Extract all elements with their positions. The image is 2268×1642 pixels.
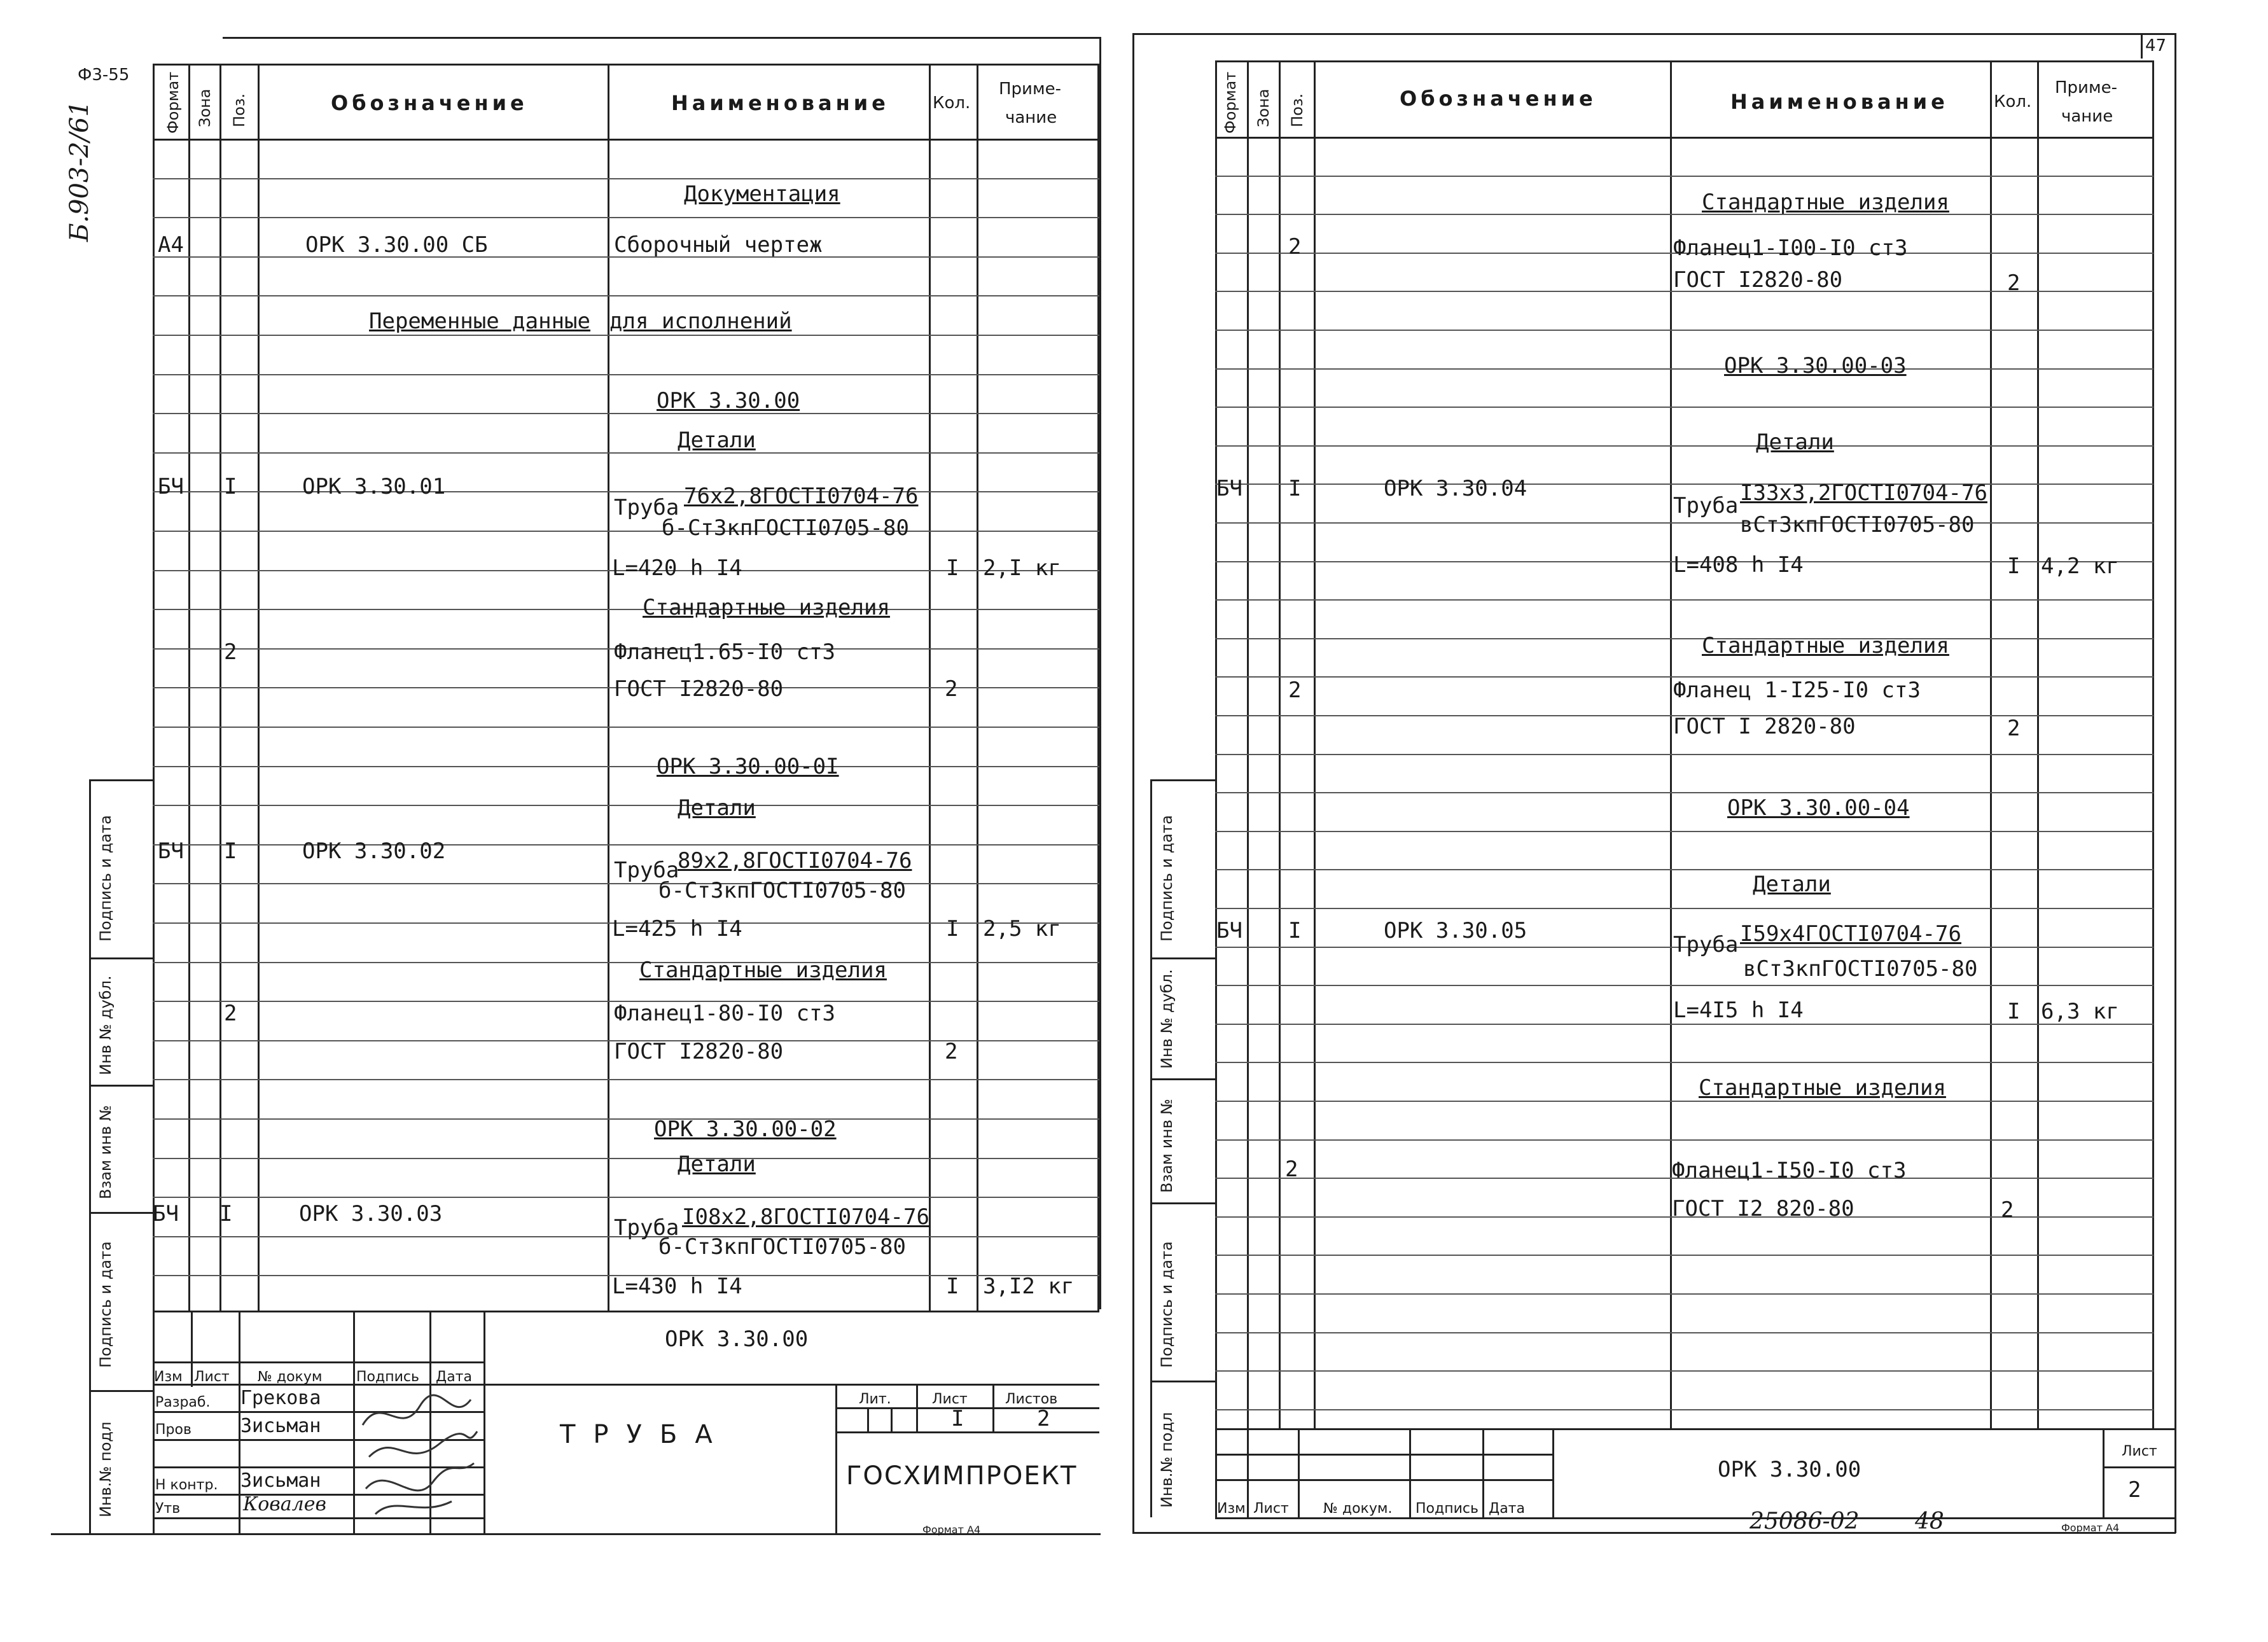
row-designation: ОРК 3.30.02	[302, 838, 446, 864]
grid-row-line	[1215, 1293, 2153, 1295]
row-section: Стандартные изделия	[643, 595, 890, 620]
row-name-c: вСт3кпГОСТI0705-80	[1743, 956, 1978, 982]
title-role-dev: Разраб.	[155, 1395, 211, 1410]
format-label: Формат А4	[2061, 1522, 2120, 1534]
row-format: БЧ	[1216, 476, 1242, 501]
row-format: БЧ	[158, 838, 184, 864]
title-role-appr: Утв	[155, 1501, 181, 1517]
title-col-docno: № докум	[258, 1369, 323, 1385]
grid-row-line	[153, 1158, 1099, 1159]
grid-row-line	[1215, 1255, 2153, 1256]
row-name: Фланец1-80-I0 ст3	[614, 1001, 835, 1026]
row-pos: I	[1288, 476, 1302, 501]
header-note-1: Приме-	[2055, 78, 2117, 97]
header-zone: Зона	[196, 88, 214, 127]
header-name: Наименование	[1730, 90, 1949, 114]
title-role-norm: Н контр.	[155, 1477, 218, 1493]
grid-row-line	[153, 844, 1099, 845]
row-pos: 2	[224, 639, 237, 665]
row-pos: 2	[1285, 1157, 1298, 1182]
side-label: Подпись и дата	[1158, 815, 1176, 942]
grid-row-line	[1215, 330, 2153, 331]
title-col-change: Изм	[154, 1369, 183, 1385]
row-qty: 2	[2007, 716, 2021, 741]
title-doc-code: ОРК 3.30.00	[1718, 1457, 1861, 1482]
row-section: Детали	[678, 795, 756, 821]
side-label: Взам инв №	[97, 1105, 115, 1199]
row-pos: I	[224, 838, 237, 864]
row-format: БЧ	[158, 474, 184, 499]
row-qty: I	[2007, 553, 2021, 579]
row-section: Стандартные изделия	[639, 957, 887, 983]
title-sheets: Листов	[1005, 1391, 1058, 1407]
title-col-sheet: Лист	[1253, 1501, 1289, 1517]
row-section: Детали	[1753, 872, 1831, 897]
row-name-c: б-Ст3кпГОСТI0705-80	[662, 515, 909, 541]
grid-row-line	[1215, 407, 2153, 408]
row-name: ГОСТ I2 820-80	[1672, 1196, 1854, 1221]
row-section: Детали	[678, 1151, 756, 1177]
title-name-appr: Ковалев	[243, 1493, 326, 1515]
row-note: 6,3 кг	[2041, 999, 2119, 1024]
header-pos: Поз.	[230, 93, 248, 127]
row-section: Стандартные изделия	[1702, 190, 1949, 215]
header-note-2: чание	[1005, 108, 1057, 127]
grid-row-line	[153, 1079, 1099, 1080]
grid-row-line	[1215, 792, 2153, 793]
row-note: 3,I2 кг	[983, 1274, 1075, 1299]
grid-row-line	[1215, 869, 2153, 870]
grid-row-line	[1215, 599, 2153, 601]
row-name: Фланец 1-I25-I0 ст3	[1673, 678, 1921, 703]
row-designation: ОРК 3.30.05	[1384, 918, 1527, 943]
row-name-b: I59х4ГОСТI0704-76	[1740, 921, 1961, 947]
grid-row-line	[1215, 368, 2153, 370]
format-label: Формат А4	[922, 1524, 981, 1536]
row-name-a: Труба	[614, 858, 679, 883]
grid-row-line	[153, 1118, 1099, 1120]
grid-row-line	[1215, 176, 2153, 177]
title-doc-code: ОРК 3.30.00	[665, 1326, 809, 1352]
row-qty: I	[2007, 999, 2021, 1024]
grid-row-line	[153, 491, 1099, 492]
row-name-a: Труба	[1673, 932, 1739, 957]
bottom-page: 48	[1915, 1508, 1944, 1534]
row-pos: I	[219, 1201, 233, 1227]
grid-row-line	[153, 609, 1099, 610]
row-section: Стандартные изделия	[1699, 1075, 1946, 1101]
title-col-docno: № докум.	[1323, 1501, 1393, 1517]
grid-row-line	[153, 217, 1099, 218]
frame-left	[153, 64, 155, 1533]
row-designation: ОРК 3.30.04	[1384, 476, 1527, 501]
title-role-check: Пров	[155, 1422, 191, 1438]
grid-row-line	[153, 962, 1099, 963]
row-name-a: Труба	[614, 1215, 679, 1241]
grid-row-line	[153, 374, 1099, 375]
title-sheet-no: I	[951, 1406, 964, 1431]
row-section: Стандартные изделия	[1702, 633, 1949, 658]
right-sheet	[1132, 0, 2268, 1565]
grid-row-line	[1215, 638, 2153, 639]
row-qty: 2	[2001, 1197, 2014, 1223]
row-name-c: б-Ст3кпГОСТI0705-80	[658, 1234, 906, 1260]
header-pos: Поз.	[1288, 93, 1306, 127]
grid-row-line	[1215, 1062, 2153, 1063]
row-name-b: 76х2,8ГОСТI0704-76	[684, 484, 919, 509]
sheet-divider	[1132, 33, 1134, 1533]
row-section: Детали	[1756, 429, 1834, 455]
grid-row-line	[1215, 908, 2153, 909]
row-name-b: 89х2,8ГОСТI0704-76	[678, 848, 912, 873]
row-section: Детали	[678, 428, 756, 453]
title-name-dev: Грекова	[240, 1387, 321, 1409]
grid-row-line	[1215, 522, 2153, 524]
grid-row-line	[1215, 1332, 2153, 1333]
grid-row-line	[1215, 831, 2153, 832]
row-name: L=430 h I4	[612, 1274, 742, 1299]
header-qty: Кол.	[1994, 92, 2032, 111]
grid-row-line	[153, 1197, 1099, 1198]
title-col-sheet: Лист	[194, 1369, 230, 1385]
title-name-norm: Зисьман	[240, 1470, 321, 1492]
row-name: L=4I5 h I4	[1673, 998, 1804, 1023]
title-product: ТРУБА	[560, 1420, 730, 1449]
header-name: Наименование	[671, 91, 889, 115]
row-pos: 2	[224, 1001, 237, 1026]
row-qty: I	[946, 1274, 959, 1299]
row-designation: ОРК 3.30.00 СБ	[305, 232, 488, 258]
grid-row-line	[153, 531, 1099, 532]
grid-row-line	[1215, 1409, 2153, 1410]
header-designation: Обозначение	[1400, 87, 1597, 111]
grid-row-line	[1215, 445, 2153, 447]
grid-row-line	[1215, 1139, 2153, 1141]
title-name-check: Зисьман	[240, 1415, 321, 1437]
title-sheet: Лист	[932, 1391, 968, 1407]
grid-row-line	[153, 727, 1099, 728]
title-col-date: Дата	[1489, 1501, 1525, 1517]
row-name: Фланец1.65-I0 ст3	[614, 639, 835, 665]
row-name: Фланец1-I50-I0 ст3	[1672, 1158, 1907, 1183]
left-sheet	[0, 0, 1132, 1565]
row-name: для исполнений	[609, 309, 792, 334]
row-qty: I	[946, 555, 959, 581]
side-label: Инв № дубл.	[1158, 969, 1176, 1069]
row-pos: I	[1288, 918, 1302, 943]
title-sheet-label: Лист	[2122, 1444, 2157, 1459]
side-label: Инв.№ подл	[1158, 1412, 1176, 1508]
grid-row-line	[153, 178, 1099, 179]
corner-code: Ф3-55	[78, 66, 130, 85]
row-name: Сборочный чертеж	[614, 232, 823, 258]
row-format: БЧ	[1216, 918, 1242, 943]
row-designation: Переменные данные	[369, 309, 590, 334]
title-org: ГОСХИМПРОЕКТ	[846, 1461, 1078, 1491]
row-name-a: Труба	[614, 495, 679, 520]
side-label: Инв.№ подл	[97, 1421, 115, 1517]
row-name: Фланец1-I00-I0 ст3	[1673, 235, 1908, 261]
row-name-b: I33х3,2ГОСТI0704-76	[1740, 480, 1987, 506]
row-qty: 2	[2007, 270, 2021, 296]
row-name-a: Труба	[1673, 493, 1739, 518]
grid-row-line	[153, 766, 1099, 767]
handwritten-ref: Б.903-2/61	[65, 101, 94, 242]
row-documentation: Документация	[684, 181, 840, 207]
header-qty: Кол.	[933, 94, 971, 113]
row-variant: ОРК 3.30.00	[657, 388, 800, 414]
header-note-1: Приме-	[999, 80, 1061, 99]
side-label: Подпись и дата	[97, 815, 115, 942]
row-qty: I	[946, 916, 959, 942]
side-label: Взам инв №	[1158, 1099, 1176, 1193]
grid-row-line	[153, 295, 1099, 296]
row-variant: ОРК 3.30.00-0I	[657, 754, 839, 779]
row-name: ГОСТ I2820-80	[1673, 267, 1843, 293]
bottom-ref: 25086-02	[1750, 1508, 1860, 1534]
title-col-sign: Подпись	[356, 1369, 419, 1385]
row-variant: ОРК 3.30.00-03	[1724, 353, 1907, 379]
grid-row-line	[1215, 1101, 2153, 1102]
row-name: ГОСТ I2820-80	[614, 676, 784, 702]
row-pos: 2	[1288, 678, 1302, 703]
row-name-c: б-Ст3кпГОСТI0705-80	[658, 878, 906, 903]
grid-row-line	[153, 883, 1099, 884]
header-zone: Зона	[1255, 88, 1272, 127]
title-col-sign: Подпись	[1416, 1501, 1478, 1517]
row-name: L=408 h I4	[1673, 552, 1804, 578]
title-sheet-no: 2	[2128, 1477, 2141, 1503]
grid-row-line	[153, 805, 1099, 806]
row-pos: 2	[1288, 234, 1302, 260]
frame-right	[1099, 37, 1101, 1309]
row-name-b: I08х2,8ГОСТI0704-76	[682, 1204, 929, 1230]
title-lit: Лит.	[859, 1391, 891, 1407]
row-variant: ОРК 3.30.00-02	[654, 1117, 837, 1142]
side-label: Подпись и дата	[1158, 1241, 1176, 1368]
grid-row-line	[1215, 1370, 2153, 1372]
grid-row-line	[153, 335, 1099, 336]
header-designation: Обозначение	[331, 91, 528, 115]
page-number: 47	[2145, 36, 2167, 55]
title-col-change: Изм	[1217, 1501, 1246, 1517]
row-qty: 2	[945, 1039, 958, 1064]
header-note-2: чание	[2061, 107, 2113, 126]
title-sheets-total: 2	[1037, 1406, 1050, 1431]
row-designation: ОРК 3.30.01	[302, 474, 446, 499]
row-note: 2,I кг	[983, 555, 1061, 581]
signatures-image	[356, 1387, 484, 1520]
row-name: L=425 h I4	[612, 916, 742, 942]
row-format: А4	[158, 232, 184, 258]
header-format: Формат	[164, 71, 182, 134]
title-col-date: Дата	[436, 1369, 472, 1385]
row-name: L=420 h I4	[612, 555, 742, 581]
row-designation: ОРК 3.30.03	[299, 1201, 443, 1227]
row-format: БЧ	[153, 1201, 179, 1227]
frame-top	[223, 37, 1101, 39]
row-qty: 2	[945, 676, 958, 702]
side-label: Инв № дубл.	[97, 975, 115, 1075]
grid-row-line	[1215, 754, 2153, 755]
row-name: ГОСТ I2820-80	[614, 1039, 784, 1064]
grid-row-line	[1215, 484, 2153, 485]
row-name-c: вСт3кпГОСТI0705-80	[1740, 512, 1975, 538]
row-pos: I	[224, 474, 237, 499]
row-variant: ОРК 3.30.00-04	[1727, 795, 1910, 821]
grid-row-line	[153, 452, 1099, 454]
header-format: Формат	[1221, 71, 1239, 134]
grid-row-line	[153, 413, 1099, 414]
row-note: 4,2 кг	[2041, 553, 2119, 579]
grid-row-line	[1215, 985, 2153, 986]
grid-row-line	[1215, 214, 2153, 215]
row-note: 2,5 кг	[983, 916, 1061, 942]
row-name: ГОСТ I 2820-80	[1673, 714, 1856, 739]
side-label: Подпись и дата	[97, 1241, 115, 1368]
